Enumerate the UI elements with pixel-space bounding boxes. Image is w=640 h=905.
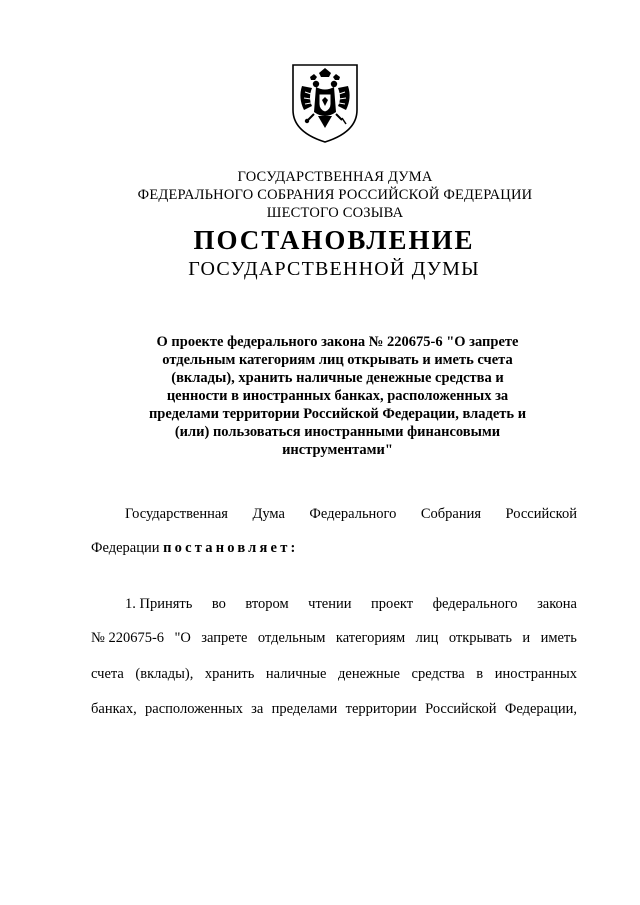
item-1-line-2 xyxy=(91,630,577,650)
item-word: денежные xyxy=(338,666,400,682)
item-word: во xyxy=(211,596,226,612)
preamble-word: Собрания xyxy=(420,506,482,522)
subject-line: (или) пользоваться иностранными финансовыми xyxy=(174,424,501,440)
item-word: хранить xyxy=(204,666,255,682)
item-word: и xyxy=(522,630,531,646)
item-word: пределами xyxy=(271,701,338,717)
preamble-word: Федерального xyxy=(309,506,397,522)
item-word: счета xyxy=(91,666,124,682)
item-word: Федерации, xyxy=(504,701,577,717)
item-word: иметь xyxy=(540,630,577,646)
item-word: № 220675-6 xyxy=(91,630,165,646)
subject-line: инструментами" xyxy=(282,442,393,458)
subject-line: отдельным категориям лиц открывать и иметь счета xyxy=(162,352,513,368)
item-word: за xyxy=(251,701,264,717)
item-word: лиц xyxy=(415,630,439,646)
preamble-resolves: постановляет: xyxy=(163,540,299,556)
item-word: банках, xyxy=(91,701,137,717)
document-title: ПОСТАНОВЛЕНИЕ xyxy=(193,225,475,255)
document-subtitle: ГОСУДАРСТВЕННОЙ ДУМЫ xyxy=(188,258,480,280)
org-line-2: ФЕДЕРАЛЬНОГО СОБРАНИЯ РОССИЙСКОЙ ФЕДЕРАЦИИ xyxy=(137,187,533,203)
item-word: запрете xyxy=(201,630,248,646)
item-1-line-3 xyxy=(91,666,577,686)
item-word: наличные xyxy=(265,666,327,682)
item-word: "О xyxy=(174,630,191,646)
preamble-prefix: Федерации xyxy=(91,540,160,556)
item-word: территории xyxy=(345,701,417,717)
item-word: втором xyxy=(245,596,289,612)
organization-heading xyxy=(0,168,640,222)
item-word: расположенных xyxy=(145,701,243,717)
item-word: средства xyxy=(411,666,465,682)
preamble-line-2 xyxy=(91,540,577,560)
preamble-word: Государственная xyxy=(125,506,228,522)
preamble-line-1 xyxy=(125,506,577,526)
org-line-1: ГОСУДАРСТВЕННАЯ ДУМА xyxy=(237,169,433,185)
org-line-3: ШЕСТОГО СОЗЫВА xyxy=(266,205,404,221)
item-word: иностранных xyxy=(494,666,577,682)
item-word: открывать xyxy=(448,630,512,646)
russian-coat-of-arms-icon xyxy=(290,62,360,144)
subject-line: О проекте федерального закона № 220675-6 "О запрете xyxy=(156,334,519,350)
preamble-word: Дума xyxy=(252,506,285,522)
item-word: Российской xyxy=(425,701,497,717)
document-subject xyxy=(130,333,545,459)
item-word: проект xyxy=(371,596,414,612)
subject-line: ценности в иностранных банках, расположенных за xyxy=(166,388,509,404)
item-word: чтении xyxy=(308,596,352,612)
item-1-line-1 xyxy=(125,596,577,616)
item-word: в xyxy=(476,666,484,682)
item-1-line-4 xyxy=(91,701,577,721)
subject-line: пределами территории Российской Федерации, владеть и xyxy=(148,406,527,422)
item-word: федерального xyxy=(432,596,518,612)
subject-line: (вклады), хранить наличные денежные средства и xyxy=(171,370,504,386)
item-word: категориям xyxy=(335,630,406,646)
item-word: закона xyxy=(537,596,577,612)
item-word: (вклады), xyxy=(135,666,194,682)
item-word: отдельным xyxy=(257,630,326,646)
item-word: 1. Принять xyxy=(125,596,193,612)
preamble-word: Российской xyxy=(505,506,577,522)
